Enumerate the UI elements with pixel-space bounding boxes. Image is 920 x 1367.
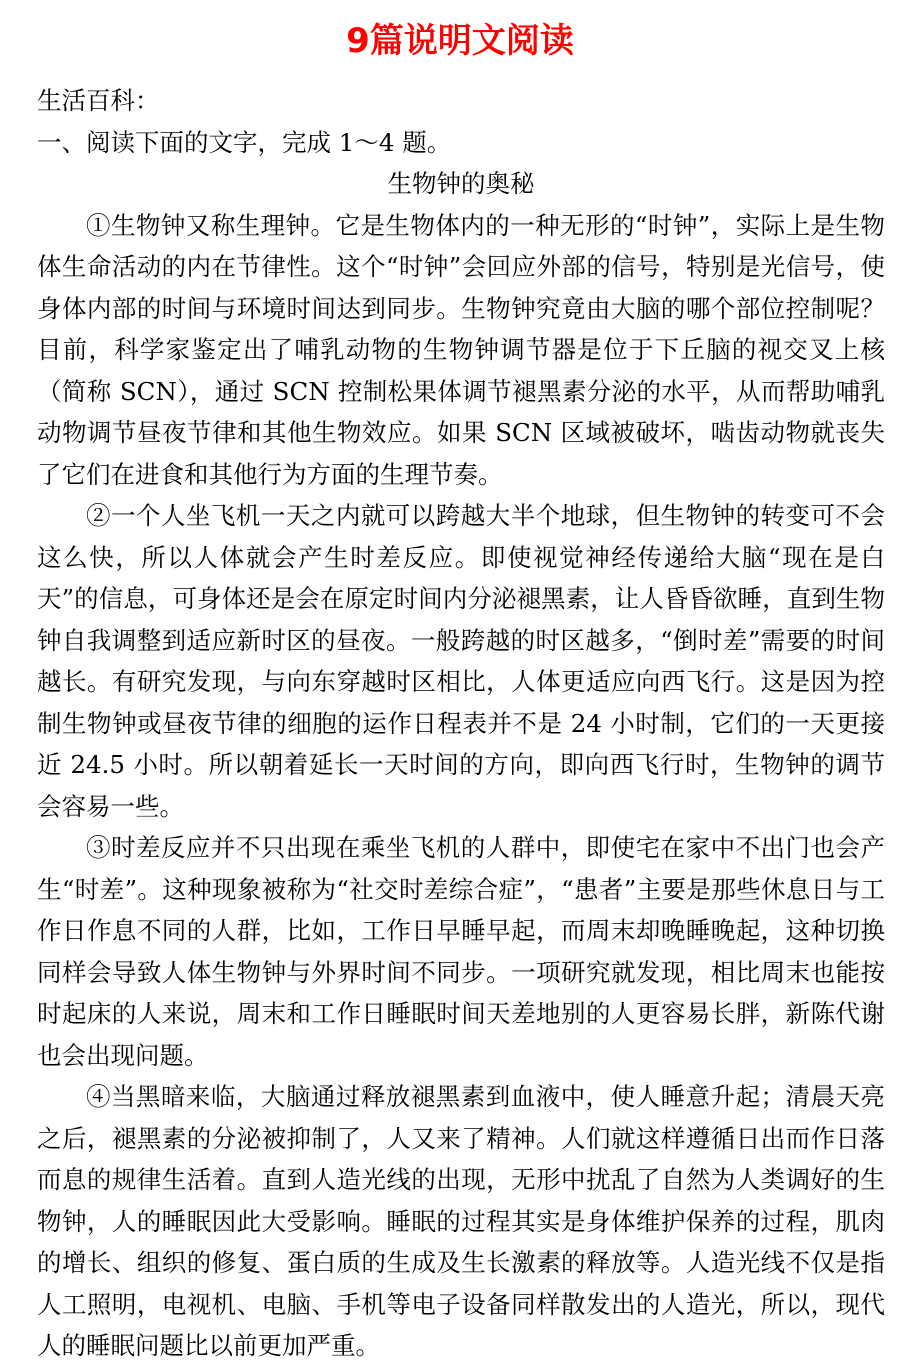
paragraph-4: ④当黑暗来临，大脑通过释放褪黑素到血液中，使人睡意升起；清晨天亮之后，褪黑素的分泌被抑制了，人又来了精神。人们就这样遵循日出而作日落而息的规律生活着。直到人造光线的出现，无形中扰乱了自然为人类调好的生物钟，人的睡眠因此大受影响。睡眠的过程其实是身体维护保养的过程，肌肉的增长、组织的修复、蛋白质的生成及生长激素的释放等。人造光线不仅是指人工照明，电视机、电脑、手机等电子设备同样散发出的人造光，所以，现代人的睡眠问题比以前更加严重。 [37, 1082, 885, 1360]
document-body [37, 80, 885, 1367]
paragraph-3: ③时差反应并不只出现在乘坐飞机的人群中，即使宅在家中不出门也会产生“时差”。这种现象被称为“社交时差综合症”，“患者”主要是那些休息日与工作日作息不同的人群，比如，工作日早睡早起，而周末却晚睡晚起，这种切换同样会导致人体生物钟与外界时间不同步。一项研究就发现，相比周末也能按时起床的人来说，周末和工作日睡眠时间天差地别的人更容易长胖，新陈代谢也会出现问题。 [37, 833, 885, 1070]
paragraph-1: ①生物钟又称生理钟。它是生物体内的一种无形的“时钟”，实际上是生物体生命活动的内在节律性。这个“时钟”会回应外部的信号，特别是光信号，使身体内部的时间与环境时间达到同步。生物钟究竟由大脑的哪个部位控制呢？目前，科学家鉴定出了哺乳动物的生物钟调节器是位于下丘脑的视交叉上核（简称 SCN），通过 SCN 控制松果体调节褪黑素分泌的水平，从而帮助哺乳动物调节昼夜节律和其他生物效应。如果 SCN 区域被破坏，啮齿动物就丧失了它们在进食和其他行为方面的生理节奏。 [37, 210, 885, 489]
section-label: 生活百科： [37, 86, 160, 115]
article-title: 生物钟的奥秘 [387, 169, 535, 198]
question-instruction: 一、阅读下面的文字，完成 1～4 题。 [37, 127, 452, 157]
paragraph-2: ②一个人坐飞机一天之内就可以跨越大半个地球，但生物钟的转变可不会这么快，所以人体就会产生时差反应。即使视觉神经传递给大脑“现在是白天”的信息，可身体还是会在原定时间内分泌褪黑素，让人昏昏欲睡，直到生物钟自我调整到适应新时区的昼夜。一般跨越的时区越多，“倒时差”需要的时间越长。有研究发现，与向东穿越时区相比，人体更适应向西飞行。这是因为控制生物钟或昼夜节律的细胞的运作日程表并不是 24 小时制，它们的一天更接近 24.5 小时。所以朝着延长一天时间的方向，即向西飞行时，生物钟的调节会容易一些。 [37, 501, 885, 821]
document-title: 9篇说明文阅读 [346, 21, 574, 61]
